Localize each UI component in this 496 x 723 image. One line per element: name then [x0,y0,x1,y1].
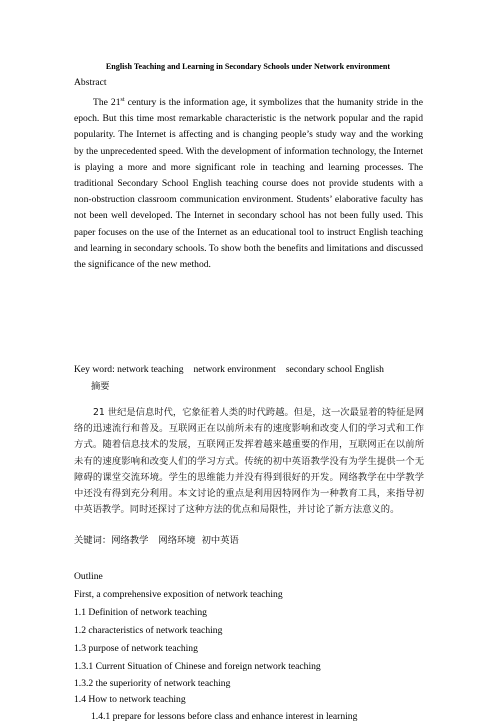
outline-item: 1.3.1 Current Situation of Chinese and foreign network teaching [74,661,321,672]
outline-item: 1.1 Definition of network teaching [74,607,207,618]
cn-keywords-line [74,535,239,547]
ordinal-superscript: st [120,97,125,103]
outline-item: 1.2 characteristics of network teaching [74,625,223,636]
cn-abstract-paragraph [74,405,424,518]
outline-item: 1.3 purpose of network teaching [74,643,198,654]
keyword-item: network environment [193,364,276,375]
cn-abstract-body: 21 世纪是信息时代，它象征着人类的时代跨越。但是，这一次最显着的特征是网络的迅速流行和普及。互联网正在以前所未有的速度影响和改变人们的学习式和工作方式。随着信息技术的发展，互联网正发挥着越来越重要的作用，互联网正在以前所未有的速度影响和改变人们的学习方式。传统的初中英语教学没有为学生提供一个无障碍的课堂交流环境。学生的思维能力并没有得到很好的开发。网络教学在中学教学中还没有得到充分利用。本文讨论的重点是利用因特网作为一种教育工具，来指导初中英语教学。同时还探讨了这种方法的优点和局限性，并讨论了新方法意义的。 [74,407,424,516]
outline-heading: Outline [74,571,103,582]
abstract-lead: The 21 [93,97,121,108]
outline-item: First, a comprehensive exposition of network teaching [74,589,283,600]
abstract-body: century is the information age, it symbolizes that the humanity stride in the epoch. But this time most remarkable characteristic is the network popular and the rapid popularity. The Internet is affecting and is changing people’s study way and the working by the unprecedented speed. With the development of information technology, the Internet is playing a more and more significant role in teaching and learning processes. The traditional Secondary School English teaching course does not provide students with a non-obstruction classroom communication environment. Students’ elaborative faculty has not been well developed. The Internet in secondary school has not been fully used. This paper focuses on the use of the Internet as an educational tool to instruct English teaching and learning in secondary schools. To show both the benefits and limitations and discussed the significance of the new method. [74,97,423,271]
paper-title: English Teaching and Learning in Secondary Schools under Network environment [105,62,391,71]
abstract-heading: Abstract [74,77,107,88]
abstract-paragraph [74,95,423,273]
cn-keyword-item: 网络环境 [158,535,196,546]
outline-subitem: 1.4.1 prepare for lessons before class and enhance interest in learning [91,711,358,722]
keyword-item: secondary school English [285,364,384,375]
keywords-label: Key word: network teaching [74,364,184,375]
cn-abstract-heading: 摘要 [91,381,110,392]
cn-keywords-label: 关键词：网络教学 [74,535,149,546]
outline-item: 1.4 How to network teaching [74,694,186,705]
keywords-line [74,364,384,376]
outline-item: 1.3.2 the superiority of network teaching [74,678,231,689]
cn-keyword-item: 初中英语 [201,535,239,546]
